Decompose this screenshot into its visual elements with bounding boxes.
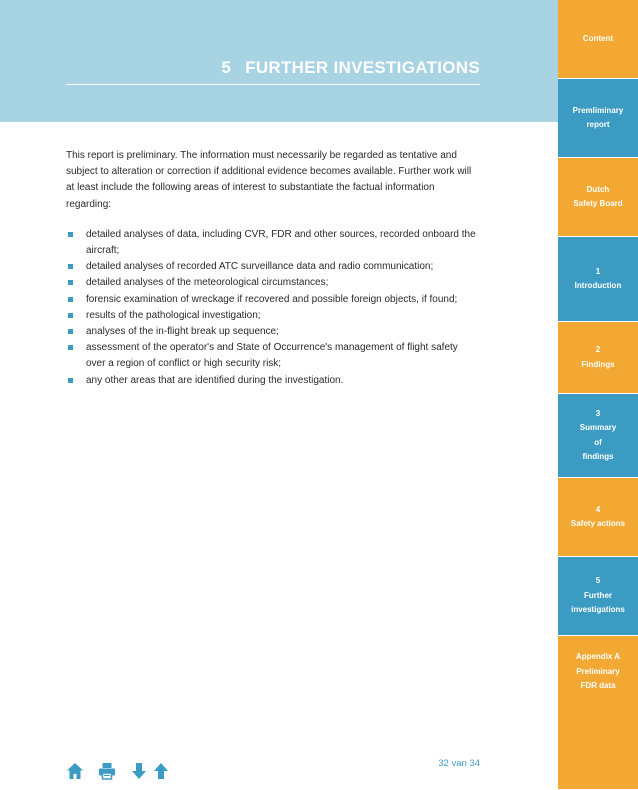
list-item: assessment of the operator's and State of Occurrence's management of flight safety over a region of conflict or high security risk; <box>66 340 480 372</box>
tab-further-investigations[interactable] <box>558 557 638 636</box>
tab-appendix-a[interactable] <box>558 636 638 790</box>
list-item: detailed analyses of recorded ATC surveillance data and radio communication; <box>66 259 480 275</box>
page-number: 32 van 34 <box>438 758 480 769</box>
tab-label-line: Preliminary <box>576 666 620 676</box>
chapter-title-text: FURTHER INVESTIGATIONS <box>245 58 480 77</box>
bullet-marker <box>68 297 73 302</box>
bullet-marker <box>68 232 73 237</box>
print-icon[interactable] <box>98 762 116 780</box>
tab-label-line: 1 <box>595 266 601 276</box>
arrow-down-icon[interactable] <box>130 762 148 780</box>
list-item: results of the pathological investigation; <box>66 308 480 324</box>
tab-label-line: report <box>586 120 610 129</box>
intro-paragraph: This report is preliminary. The information must necessarily be regarded as tentative and subject to alteration or correction if additional evidence becomes available. Further work will at least include the following areas of interest to substantiate the factual information regarding: <box>66 150 472 210</box>
tab-label-line: investigations <box>571 605 625 615</box>
tab-label-line: 3 <box>595 408 601 418</box>
arrow-up-icon[interactable] <box>152 762 170 780</box>
tab-findings[interactable] <box>558 322 638 394</box>
tab-content[interactable] <box>558 0 638 79</box>
tab-label-line: Summary <box>579 423 617 432</box>
tab-dutch-safety-board[interactable] <box>558 158 638 237</box>
tab-label-line: 4 <box>595 504 601 514</box>
chapter-number: 5 <box>221 58 232 77</box>
bullet-marker <box>68 313 73 318</box>
list-item: analyses of the in-flight break up sequence; <box>66 324 480 340</box>
tab-summary-of-findings[interactable] <box>558 394 638 478</box>
sidebar-nav <box>558 0 638 790</box>
tab-label-line: Further <box>584 590 612 600</box>
bullet-marker <box>68 264 73 269</box>
title-divider <box>66 84 480 85</box>
list-item: detailed analyses of the meteorological circumstances; <box>66 275 480 291</box>
investigation-list <box>66 227 480 389</box>
home-icon[interactable] <box>66 762 84 780</box>
bullet-marker <box>68 378 73 383</box>
tab-label-line: Content <box>582 33 614 43</box>
tab-label-line: FDR data <box>580 681 616 690</box>
page-arrows <box>130 762 170 780</box>
tab-label-line: Introduction <box>574 281 622 290</box>
list-item: forensic examination of wreckage if recovered and possible foreign objects, if found; <box>66 292 480 308</box>
tab-label-line: 2 <box>595 345 601 354</box>
main-content <box>66 148 480 389</box>
list-item: detailed analyses of data, including CVR, FDR and other sources, recorded onboard the aircraft; <box>66 227 480 259</box>
tab-label-line: Appendix A <box>575 652 621 661</box>
tab-label-line: Dutch <box>586 184 610 194</box>
bottom-navigation <box>66 762 170 780</box>
bullet-marker <box>68 345 73 350</box>
tab-preliminary-report[interactable] <box>558 79 638 158</box>
bullet-marker <box>68 329 73 334</box>
tab-safety-actions[interactable] <box>558 478 638 557</box>
tab-label-line: findings <box>582 452 614 461</box>
bullet-marker <box>68 280 73 285</box>
page-title <box>66 58 480 78</box>
tab-label-line: of <box>594 437 602 447</box>
tab-label-line: Safety actions <box>570 519 626 528</box>
tab-label-line: 5 <box>595 576 601 586</box>
tab-label-line: Findings <box>581 359 615 369</box>
tab-introduction[interactable] <box>558 237 638 322</box>
tab-label-line: Premliminary <box>572 105 624 115</box>
tab-label-line: Safety Board <box>573 199 623 208</box>
list-item: any other areas that are identified during the investigation. <box>66 373 480 389</box>
